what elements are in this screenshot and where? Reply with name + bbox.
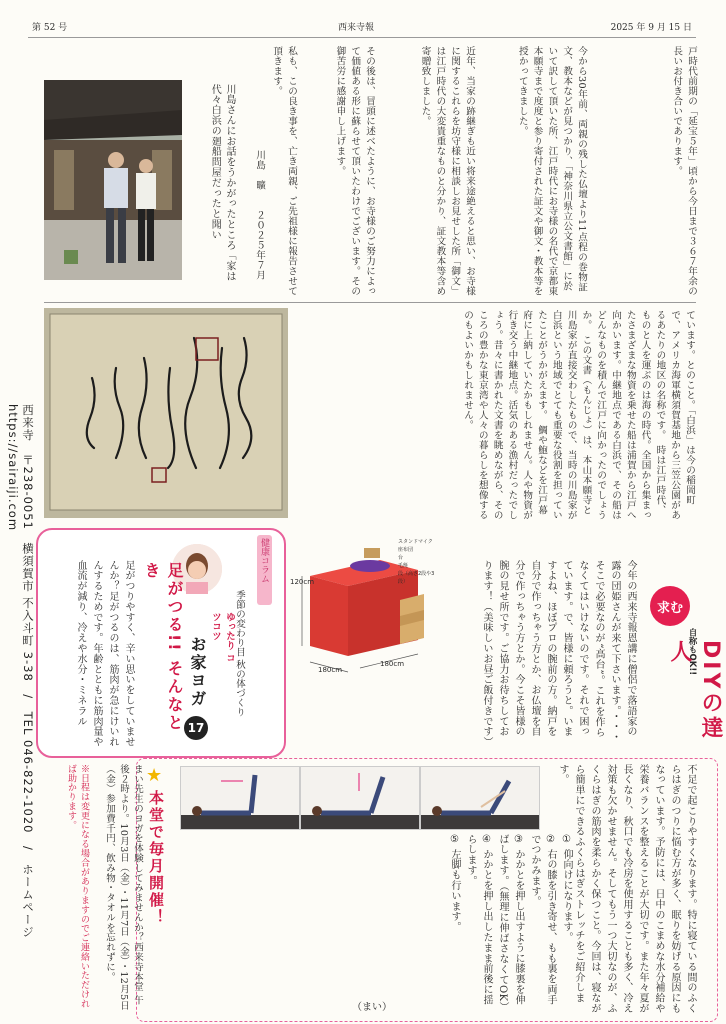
yoga-number-badge: 17 (184, 716, 208, 740)
middle-article: ています。とのこと。「白浜」は今の稲岡町で、アメリカ海軍横須賀基地から三笠公園があるあたりの地区の名称です。 時は江戸時代、ものと人を運ぶのは海の時代。全国から集まったさまざまな物資を乗せた船は浦賀から江戸へ向かいます。中継地点である白浜で、その船はどんなものを積んで江戸に向かったのでしょうか。 この文書（もんじょ）は、本山本願寺と川島家が直接交わしたもので、当時の川島家が白浜という地域でとても重要な役割を担っていたことがうかがえます。 鯛や鮑などを江戸幕府に上納していたかもしれません。人や物資が行き交う中継地点。活気のある漁村だったでしょう。昔々に書かれた文書を眺めながら、そのころの豊かな東京湾や人々の暮らしを想像するのもよいかもしれません。 (462, 310, 695, 520)
diagram-label: 台 (398, 555, 404, 561)
issue-number: 第 52 号 (32, 23, 68, 33)
footer-address: 西来寺 〒238-0051 横須賀市 不入斗町 3-38 / TEL 046-822-1020 / ホームページ https://sairaiji.com (6, 404, 35, 939)
article-signature: 川島 曠 ２０２５年７月 (254, 150, 265, 280)
honbo-body: まい先生のヨガを体験してみませんか？西来寺本堂 午後２時より。10月3日（金）・11月7日（金）・12月5日（金）参加費千円、飲み物・タオルを忘れずに。 (104, 764, 143, 1011)
yoga-step: ③ かかとを押し出すように膝裏を伸ばします。（無理に伸ばさなくてOK） (497, 834, 524, 1012)
yoga-tag: 健康コラム (257, 535, 272, 605)
document-photo (44, 308, 288, 518)
diy-subtitle: 自称もOK!! (687, 628, 697, 676)
yoga-subtitle: ゆったり コツコツ (210, 612, 235, 663)
page-header (28, 14, 696, 36)
issue-date: 2025 年 9 月 15 日 (610, 23, 692, 33)
yoga-steps (390, 834, 574, 1014)
document-photo-graphic (44, 308, 288, 518)
diagram-label: スタンドマイク (398, 539, 433, 545)
yoga-step: ⑤ 左脚も行います。 (449, 834, 460, 933)
article-col-4: その後は、冒頭に述べたように、お寺様のご努力によって価値ある形に蘇らせて頂いたわけでございます。その御苦労に感謝申し上げます。 (334, 46, 375, 296)
diagram-label: 段（高さ2段や3段） (398, 571, 435, 585)
article-intro: 川島さんにお話をうかがったところ「家は代々白浜の廻船問屋だったと聞い (209, 84, 235, 282)
dim-width: 180cm (318, 666, 343, 674)
yoga-pose-graphic (301, 767, 419, 829)
diy-title: DIYの達人 (667, 640, 723, 742)
honbo-title: 本堂で毎月開催！ (147, 790, 165, 926)
article-col-right: 戸時代前期の「延宝５年」頃から今日まで３６７年余の長いお付き合いであります。 (671, 46, 697, 296)
yoga-headline: 足がつる!! そんなとき (142, 562, 184, 733)
yoga-body-1: 足がつりやすく、辛い思いをしていませんか？足がつるのは、筋肉が急にけいれんするためです。年齢とともに筋肉量や血流が減り、冷えや水分・ミネラル (75, 560, 134, 748)
article-col-2: 今から30年前、両親の残した仏壇より11点程の巻物証文、教本などが見つかり、「神奈川県立公文書館」に於いて訳して頂いた所、江戸時代にお寺様の名代で京都東本願寺まで度度と参り寄付された証文や御文・教本等を授かってきました。 (516, 46, 587, 296)
temple-photo-graphic (44, 80, 182, 280)
article-col-5: 私も、この良き事を、亡き両親、ご先祖様に報告させて頂きます。 (271, 46, 297, 296)
yoga-step: ② 右の膝を引き寄せ、もも裏を両手でつかみます。 (529, 834, 556, 1005)
yoga-step: ① 仰向けになります。 (561, 834, 572, 943)
yoga-step: ④ かかとを押し出したまま前後に揺らします。 (465, 834, 492, 1005)
yoga-body-2: 不足で起こりやすくなります。特に寝ている間のふくらはぎのつりに悩む方が多く、眠りを妨げる原因にもなっています。予防には、日中のこまめな水分補給や栄養バランスを整えることが大切です。また年々夏が長くなり、秋口でも冷房を使用することも多く、冷え対策も欠かせません。そしてもう一つ大切なのが、ふくらはぎの筋肉を柔らかく保つこと。今回は、寝ながら簡単にできるふくらはぎストレッチをご紹介します。 (557, 764, 696, 1014)
dim-height: 120cm (290, 578, 315, 586)
yoga-pose-graphic (181, 767, 299, 829)
article-col-3: 近年、当家の跡継ぎも近い将来途絶えると思い、お寺様に関するこれらを坊守様に相談しお見せした所「御文」は江戸時代の大変貴重なものと分かり、証文教本等含め寄贈致しました。 (419, 46, 475, 296)
yoga-pose-graphic (421, 767, 539, 829)
diagram-label: 毛氈 (398, 563, 409, 569)
honbo-note: ※日程は変更になる場合がありますのでご連絡いただければ助かります。 (66, 764, 89, 1009)
yoga-pose-2 (300, 766, 420, 830)
diagram-label: 座布団 (398, 547, 414, 553)
star-icon: ★ (146, 765, 163, 786)
temple-photo (44, 80, 182, 280)
header-rule (28, 37, 696, 38)
dim-depth: 180cm (380, 660, 405, 668)
section-rule (44, 302, 696, 303)
paper-title: 西来寺報 (338, 23, 375, 33)
yoga-author: （まい） (352, 1002, 392, 1013)
diy-body: 今年の西来寺報恩講に僧侶で落語家の露の団姫さんが来て下さいます。・・・そこで必要なのが“高台”。これを作らなくてはいけないのです。それで困っています。で、皆様に頼ろうと。いますよね、ほぼプロの腕前の方。納戸を自分で作っちゃう方とか、お仏壇を自分で作っちゃう方とか。今こそ皆様の腕の見せ所です。ご協力お待ちしております！（美味しいお昼ご飯付きです） (481, 560, 636, 748)
yoga-series: お家ヨガ (188, 636, 207, 708)
yoga-pose-3 (180, 766, 300, 830)
diagram-labels (398, 538, 438, 586)
yoga-season: 季節の変わり目 秋の体づくり (234, 590, 245, 717)
diy-badge: 求む (650, 586, 690, 626)
yoga-pose-1 (420, 766, 540, 830)
